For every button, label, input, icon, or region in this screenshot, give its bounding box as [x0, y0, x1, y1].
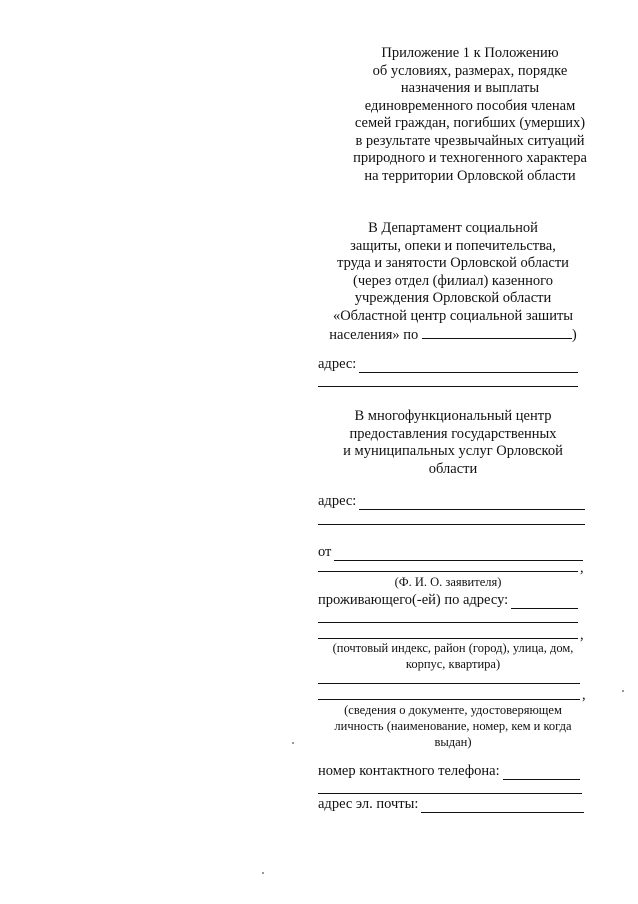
- address-field[interactable]: [359, 359, 578, 373]
- appendix-line: на территории Орловской области: [364, 167, 576, 184]
- appendix-line: природного и техногенного характера: [353, 150, 587, 166]
- comma: ,: [582, 687, 586, 703]
- department-line: (через отдел (филиал) казенного: [353, 272, 553, 289]
- document-caption: [318, 702, 588, 750]
- postal-caption-line: корпус, квартира): [405, 657, 501, 671]
- residing-row: [318, 592, 578, 609]
- address-field-continuation[interactable]: [318, 386, 578, 387]
- address-row-2: [318, 493, 585, 510]
- postal-caption: [318, 640, 588, 672]
- postal-caption-line: (почтовый индекс, район (город), улица, дом,: [332, 641, 574, 655]
- branch-field[interactable]: [422, 325, 572, 339]
- appendix-line: единовременного пособия членам: [364, 97, 576, 114]
- department-line: «Областной центр социальной зашиты: [332, 307, 574, 324]
- phone-field-continuation[interactable]: [318, 793, 582, 794]
- residence-field[interactable]: [511, 595, 578, 609]
- appendix-line: семей граждан, погибших (умерших): [354, 115, 586, 131]
- document-caption-line: выдан): [434, 735, 472, 749]
- mfc-line: и муниципальных услуг Орловской: [343, 443, 563, 459]
- email-label: адрес эл. почты:: [318, 796, 419, 812]
- from-row: [318, 544, 583, 561]
- department-line: В Департамент социальной: [368, 220, 538, 236]
- address-field-continuation[interactable]: [318, 524, 585, 525]
- email-row: [318, 796, 584, 813]
- department-last-suffix: ): [571, 327, 577, 343]
- document-field-line[interactable]: [318, 699, 580, 700]
- document-field-line[interactable]: [318, 683, 580, 684]
- residing-label: проживающего(-ей) по адресу:: [318, 592, 509, 608]
- fio-field-continuation[interactable]: [318, 571, 578, 572]
- address-label: адрес:: [318, 356, 357, 372]
- appendix-header: [330, 45, 610, 185]
- document-caption-line: (сведения о документе, удостоверяющем: [344, 703, 562, 717]
- appendix-line: назначения и выплаты: [400, 80, 540, 96]
- department-line: учреждения Орловской области: [354, 290, 552, 306]
- mfc-line: области: [428, 460, 478, 477]
- residence-field-line[interactable]: [318, 622, 578, 623]
- fio-caption: (Ф. И. О. заявителя): [394, 575, 502, 589]
- comma: ,: [580, 627, 584, 643]
- scan-speck: [622, 690, 624, 692]
- phone-field[interactable]: [503, 766, 580, 780]
- recipient-mfc: [318, 408, 588, 478]
- fio-field[interactable]: [334, 547, 583, 561]
- scan-speck: [292, 742, 294, 744]
- address-field[interactable]: [359, 496, 585, 510]
- email-field[interactable]: [421, 799, 584, 813]
- mfc-line: В многофункциональный центр: [354, 408, 552, 424]
- comma: ,: [580, 560, 584, 576]
- department-line: защиты, опеки и попечительства,: [350, 237, 556, 254]
- mfc-line: предоставления государственных: [349, 425, 557, 442]
- appendix-line: об условиях, размерах, порядке: [372, 62, 568, 79]
- recipient-department: [318, 220, 588, 345]
- address-row-1: [318, 356, 578, 373]
- address-label: адрес:: [318, 493, 357, 509]
- phone-row: [318, 763, 580, 780]
- scan-speck: [262, 872, 264, 874]
- appendix-line: в результате чрезвычайных ситуаций: [355, 132, 585, 149]
- residence-field-line[interactable]: [318, 638, 578, 639]
- from-label: от: [318, 544, 332, 560]
- department-last-prefix: населения» по: [329, 327, 419, 343]
- document-caption-line: личность (наименование, номер, кем и когда: [334, 719, 572, 733]
- appendix-line: Приложение 1 к Положению: [381, 45, 559, 61]
- department-line: труда и занятости Орловской области: [337, 255, 569, 271]
- department-last-line: [318, 325, 588, 345]
- phone-label: номер контактного телефона:: [318, 763, 500, 779]
